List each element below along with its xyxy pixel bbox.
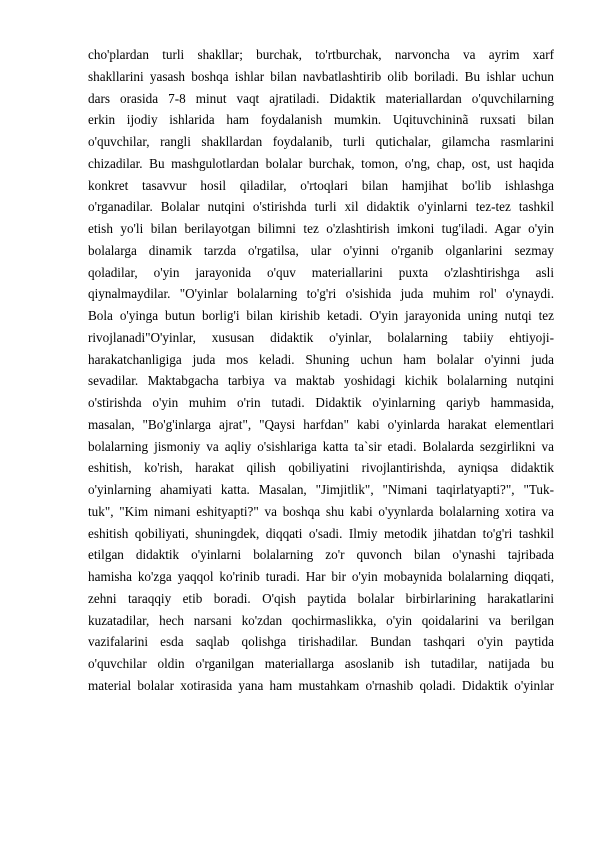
text-line: cho'plardan turli shakllar; burchak, to'rtburchak, narvoncha va ayrim xarf — [88, 47, 554, 62]
text-line: o'quvchilar oldin o'rganilgan materiallarga asoslanib ish tutadilar, natijada bu — [88, 656, 554, 671]
text-line: material bolalar xotirasida yana ham mustahkam o'rnashib qoladi. Didaktik o'yinlar — [88, 677, 554, 693]
text-line: dars orasida 7-8 minut vaqt ajratiladi. Didaktik materiallardan o'quvchilarning — [88, 90, 554, 106]
text-line: etilgan didaktik o'yinlarni bolalarning zo'r quvonch bilan o'ynashi tajribada — [88, 547, 554, 563]
text-line: harakatchanligiga juda mos keladi. Shuning uchun ham bolalar o'yinni juda — [88, 351, 554, 367]
text-line: tuk", "Kim nimani eshityapti?" va boshqa shu kabi o'yynlarda bolalarning xotira va — [88, 503, 554, 519]
text-line: sevadilar. Maktabgacha tarbiya va maktab yoshidagi kichik bolalarning nutqini — [88, 373, 554, 389]
text-line: eshitish, ko'rish, harakat qilish qobiliyatini rivojlantirishda, ayniqsa didaktik — [88, 460, 554, 476]
body-text — [88, 44, 554, 697]
text-line: shakllarini yasash boshqa ishlar bilan navbatlashtirib olib boriladi. Bu ishlar uchun — [88, 68, 554, 84]
text-line: zehni taraqqiy etib boradi. O'qish paytida bolalar birbirlarining harakatlarini — [88, 590, 554, 606]
text-line: vazifalarini esda saqlab qolishga tirishadilar. Bundan tashqari o'yin paytida — [88, 634, 554, 650]
text-line: bolalarning jismoniy va aqliy o'sishlariga katta ta`sir etadi. Bolalarda sezgirlikni va — [88, 438, 554, 454]
text-line: etish yo'li bilan berilayotgan bilimni tez o'zlashtirish imkoni tug'iladi. Agar o'yin — [88, 221, 554, 236]
text-line: o'quvchilar, rangli shakllardan foydalanib, turli qutichalar, gilamcha rasmlarini — [88, 134, 554, 149]
text-line: kuzatadilar, hech narsani ko'zdan qochirmaslikka, o'yin qoidalarini va berilgan — [88, 612, 554, 628]
text-line: rivojlanadi"O'yinlar, xususan didaktik o'yinlar, bolalarning tabiiy ehtiyoji- — [88, 329, 554, 345]
text-line: qoladilar, o'yin jarayonida o'quv materiallarini puxta o'zlashtirishga asli — [88, 264, 554, 280]
text-line: Bola o'yinga butun borlig'i bilan kirishib ketadi. O'yin jarayonida uning nutqi tez — [88, 308, 554, 323]
text-line: masalan, "Bo'g'inlarga ajrat", "Qaysi harfdan" kabi o'yinlarda harakat elementlari — [88, 416, 554, 432]
text-line: konkret tasavvur hosil qiladilar, o'rtoqlari bilan hamjihat bo'lib ishlashga — [88, 177, 554, 193]
text-line: bolalarga dinamik tarzda o'rgatilsa, ular o'yinni o'rganib olganlarini sezmay — [88, 242, 554, 258]
text-line: eshitish qobiliyati, shuningdek, diqqati o'sadi. Ilmiy metodik jihatdan to'g'ri tashkil — [88, 525, 554, 541]
text-line: hamisha ko'zga yaqqol ko'rinib turadi. Har bir o'yin mobaynida bolalarning diqqati, — [88, 569, 554, 584]
text-line: chizadilar. Bu mashgulotlardan bolalar burchak, tomon, o'ng, chap, ost, ust haqida — [88, 155, 554, 171]
text-line: qiynalmaydilar. "O'yinlar bolalarning to'g'ri o'sishida juda muhim rol' o'ynaydi. — [88, 286, 554, 302]
text-line: o'yinlarning ahamiyati katta. Masalan, "Jimjitlik", "Nimani taqirlatyapti?", "Tuk- — [88, 482, 554, 497]
text-line: erkin ijodiy ishlarida ham foydalanish mumkin. Uqituvchininã ruxsati bilan — [88, 112, 554, 128]
text-line: o'stirishda o'yin muhim o'rin tutadi. Didaktik o'yinlarning qariyb hammasida, — [88, 395, 554, 410]
text-line: o'rganadilar. Bolalar nutqini o'stirishda turli xil didaktik o'yinlarni tez-tez tashkil — [88, 199, 554, 215]
